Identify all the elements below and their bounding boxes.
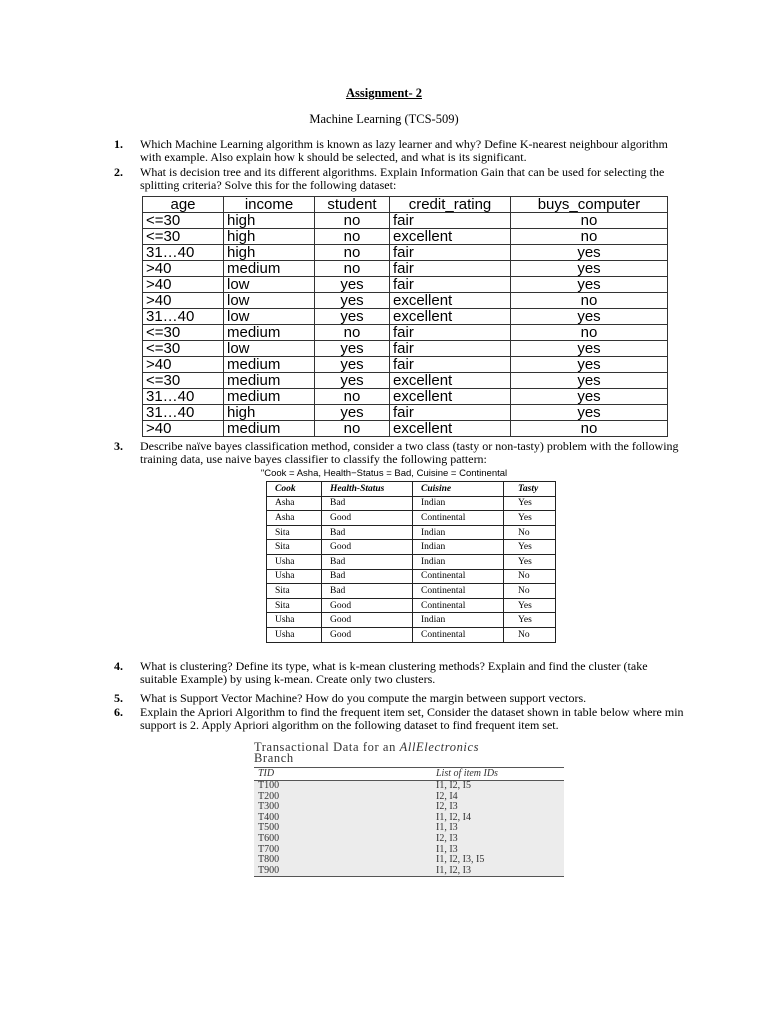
table-header-row [254, 767, 564, 781]
table3-body [254, 781, 564, 876]
table-row [143, 309, 668, 325]
table-cell: medium [224, 325, 315, 341]
table-row [267, 496, 556, 511]
table-cell: Good [322, 627, 413, 642]
table-cell: T600 [258, 832, 280, 844]
table-cell: excellent [390, 229, 511, 245]
table-cell: Bad [322, 525, 413, 540]
table-cell: Good [322, 613, 413, 628]
table-cell: No [504, 627, 556, 642]
table-cell: Continental [413, 569, 504, 584]
table-cell: no [511, 213, 668, 229]
table-cell: <=30 [143, 229, 224, 245]
table-cell: no [511, 229, 668, 245]
column-header: List of item IDs [436, 768, 498, 779]
question-text: Describe naïve bayes classification method, consider a two class (tasty or non-tasty) problem with the following training data, use naive bayes classifier to classify the following pattern: [140, 439, 679, 466]
table-row [267, 613, 556, 628]
table-cell: no [511, 293, 668, 309]
question-number: 2. [114, 165, 123, 179]
table-cell: yes [511, 373, 668, 389]
table-cell: fair [390, 357, 511, 373]
table-cell: Usha [267, 627, 322, 642]
table-cell: I1, I2, I3 [436, 864, 471, 876]
question-number: 4. [114, 659, 123, 673]
table-row [143, 421, 668, 437]
table-cell: yes [315, 357, 390, 373]
page-title: Assignment- 2 [345, 86, 423, 100]
table-cell: no [511, 421, 668, 437]
table-cell: Sita [267, 584, 322, 599]
table-row [254, 866, 564, 877]
table-cell: high [224, 245, 315, 261]
table-cell: >40 [143, 421, 224, 437]
table-cell: low [224, 309, 315, 325]
table-cell: no [315, 261, 390, 277]
table-cell: T900 [258, 864, 280, 876]
table-cell: no [315, 325, 390, 341]
table-cell: yes [315, 277, 390, 293]
table-cell: fair [390, 325, 511, 341]
table-cell: fair [390, 341, 511, 357]
table-cell: I2, I3 [436, 801, 458, 813]
table-cell: I1, I2, I5 [436, 780, 471, 791]
table1-body [143, 213, 668, 437]
question-1 [114, 138, 684, 164]
table-cell: 31…40 [143, 245, 224, 261]
table-cell: high [224, 213, 315, 229]
pattern-caption: "Cook = Asha, Health−Status = Bad, Cuisine = Continental [260, 468, 508, 479]
table-cell: Sita [267, 540, 322, 555]
table-row [143, 357, 668, 373]
table-cell: No [504, 569, 556, 584]
table-cell: yes [511, 245, 668, 261]
dataset-table-buys-computer [142, 196, 668, 437]
table-row [254, 823, 564, 834]
table-row [267, 540, 556, 555]
table-cell: fair [390, 405, 511, 421]
question-3 [114, 440, 684, 466]
table-bottom-rule [254, 876, 564, 877]
table-header-row [267, 482, 556, 497]
table-row [267, 511, 556, 526]
table-row [143, 373, 668, 389]
table-cell: T700 [258, 843, 280, 855]
table-row [267, 525, 556, 540]
table-row [143, 229, 668, 245]
transactional-data-figure [254, 742, 564, 892]
table-cell: Bad [322, 569, 413, 584]
table-cell: Usha [267, 554, 322, 569]
table-row [143, 389, 668, 405]
table-row [254, 802, 564, 813]
table-row [143, 325, 668, 341]
column-header: Health-Status [322, 482, 413, 497]
question-text: Explain the Apriori Algorithm to find the frequent item set, Consider the dataset shown in table below where min support is 2. Apply Apriori algorithm on the following dataset to find frequent item set. [140, 705, 684, 732]
table-cell: T400 [258, 811, 280, 823]
table-cell: Good [322, 540, 413, 555]
column-header: Cook [267, 482, 322, 497]
table-row [254, 792, 564, 803]
table-row [267, 598, 556, 613]
page-subtitle: Machine Learning (TCS-509) [309, 112, 459, 126]
question-number: 1. [114, 137, 123, 151]
table-cell: T200 [258, 790, 280, 802]
table-cell: yes [511, 261, 668, 277]
table-row [143, 405, 668, 421]
table-cell: Sita [267, 598, 322, 613]
table-cell: Indian [413, 496, 504, 511]
table-cell: yes [511, 389, 668, 405]
table-cell: Sita [267, 525, 322, 540]
table-row [254, 813, 564, 824]
table-row [267, 569, 556, 584]
table-cell: No [504, 525, 556, 540]
table-cell: medium [224, 357, 315, 373]
column-header: buys_computer [511, 197, 668, 213]
dataset-table-tasty [266, 481, 556, 643]
table-cell: Good [322, 511, 413, 526]
column-header: student [315, 197, 390, 213]
table-cell: Continental [413, 598, 504, 613]
table-cell: <=30 [143, 373, 224, 389]
question-5 [114, 692, 684, 705]
column-header: Tasty [504, 482, 556, 497]
table-cell: Continental [413, 584, 504, 599]
table-cell: yes [511, 277, 668, 293]
table-cell: excellent [390, 389, 511, 405]
table-cell: excellent [390, 309, 511, 325]
table-cell: T100 [258, 780, 280, 791]
table-cell: Indian [413, 525, 504, 540]
table-row [143, 245, 668, 261]
table-cell: I2, I3 [436, 832, 458, 844]
question-text: Which Machine Learning algorithm is known as lazy learner and why? Define K-nearest neighbour algorithm with example. Also explain how k should be selected, and what is its significant. [140, 137, 668, 164]
table-cell: excellent [390, 421, 511, 437]
table-cell: yes [511, 309, 668, 325]
table-cell: yes [315, 293, 390, 309]
table-cell: fair [390, 245, 511, 261]
table-header-row [143, 197, 668, 213]
table-cell: <=30 [143, 213, 224, 229]
question-number: 5. [114, 691, 123, 705]
table-cell: Usha [267, 569, 322, 584]
column-header: TID [258, 768, 275, 779]
table-cell: fair [390, 261, 511, 277]
table-cell: Yes [504, 496, 556, 511]
table-cell: low [224, 277, 315, 293]
table-cell: I2, I4 [436, 790, 458, 802]
table-cell: no [315, 245, 390, 261]
table-row [267, 627, 556, 642]
table-row [254, 855, 564, 866]
table-cell: >40 [143, 293, 224, 309]
table-cell: medium [224, 389, 315, 405]
table-cell: excellent [390, 373, 511, 389]
column-header: credit_rating [390, 197, 511, 213]
table-cell: Yes [504, 511, 556, 526]
table-cell: excellent [390, 293, 511, 309]
table-cell: T500 [258, 822, 280, 834]
table-cell: Yes [504, 598, 556, 613]
table-cell: >40 [143, 261, 224, 277]
table-row [267, 584, 556, 599]
column-header: income [224, 197, 315, 213]
table-cell: Asha [267, 496, 322, 511]
table-cell: yes [511, 405, 668, 421]
figure-title [254, 742, 564, 764]
table-cell: 31…40 [143, 405, 224, 421]
table-cell: Yes [504, 554, 556, 569]
table-cell: fair [390, 277, 511, 293]
table-cell: I1, I2, I4 [436, 811, 471, 823]
question-2 [114, 166, 684, 192]
table-row [143, 277, 668, 293]
table-cell: No [504, 584, 556, 599]
table-cell: Indian [413, 540, 504, 555]
table-cell: Bad [322, 584, 413, 599]
question-text: What is clustering? Define its type, what is k-mean clustering methods? Explain and find the cluster (take suitable Example) by using k-mean. Create only two clusters. [140, 659, 648, 686]
table-cell: I1, I2, I3, I5 [436, 854, 485, 866]
figure-title-prefix: Transactional Data for an [254, 740, 400, 754]
table-row [254, 834, 564, 845]
table-cell: >40 [143, 277, 224, 293]
table-cell: medium [224, 421, 315, 437]
table-cell: yes [315, 341, 390, 357]
table-cell: medium [224, 261, 315, 277]
table-cell: >40 [143, 357, 224, 373]
table-cell: Indian [413, 613, 504, 628]
table-cell: yes [511, 357, 668, 373]
table-cell: fair [390, 213, 511, 229]
table-row [143, 261, 668, 277]
table-cell: Asha [267, 511, 322, 526]
table-cell: medium [224, 373, 315, 389]
table-row [254, 845, 564, 856]
table-cell: no [315, 229, 390, 245]
table-row [267, 554, 556, 569]
table-cell: Good [322, 598, 413, 613]
table-cell: I1, I3 [436, 822, 458, 834]
table-cell: 31…40 [143, 309, 224, 325]
table-row [143, 293, 668, 309]
table-row [254, 781, 564, 792]
figure-title-company: AllElectronics [399, 740, 480, 754]
question-text: What is decision tree and its different algorithms. Explain Information Gain that can be used for selecting the splitting criteria? Solve this for the following dataset: [140, 165, 665, 192]
table-cell: Continental [413, 511, 504, 526]
figure-title-line2: Branch [254, 751, 294, 765]
table-row [143, 341, 668, 357]
table-cell: Yes [504, 613, 556, 628]
table-cell: no [511, 325, 668, 341]
table-cell: I1, I3 [436, 843, 458, 855]
table-cell: yes [315, 405, 390, 421]
table-cell: Bad [322, 496, 413, 511]
table-cell: no [315, 421, 390, 437]
table-cell: no [315, 213, 390, 229]
question-6 [114, 706, 684, 732]
table-cell: 31…40 [143, 389, 224, 405]
table-cell: yes [315, 309, 390, 325]
question-text: What is Support Vector Machine? How do you compute the margin between support vectors. [140, 691, 587, 705]
table-cell: Bad [322, 554, 413, 569]
column-header: age [143, 197, 224, 213]
table-row [143, 213, 668, 229]
question-number: 3. [114, 439, 123, 453]
column-header: Cuisine [413, 482, 504, 497]
table-cell: high [224, 229, 315, 245]
table2-body [267, 496, 556, 642]
table-cell: yes [315, 373, 390, 389]
table-cell: low [224, 293, 315, 309]
table-cell: Continental [413, 627, 504, 642]
table-cell: high [224, 405, 315, 421]
table-cell: <=30 [143, 325, 224, 341]
table-cell: Indian [413, 554, 504, 569]
question-number: 6. [114, 705, 123, 719]
table-cell: T300 [258, 801, 280, 813]
table-cell: no [315, 389, 390, 405]
question-4 [114, 660, 684, 686]
table-cell: low [224, 341, 315, 357]
table-cell: <=30 [143, 341, 224, 357]
table-cell: T800 [258, 854, 280, 866]
table-cell: Yes [504, 540, 556, 555]
table-cell: yes [511, 341, 668, 357]
table-cell: Usha [267, 613, 322, 628]
